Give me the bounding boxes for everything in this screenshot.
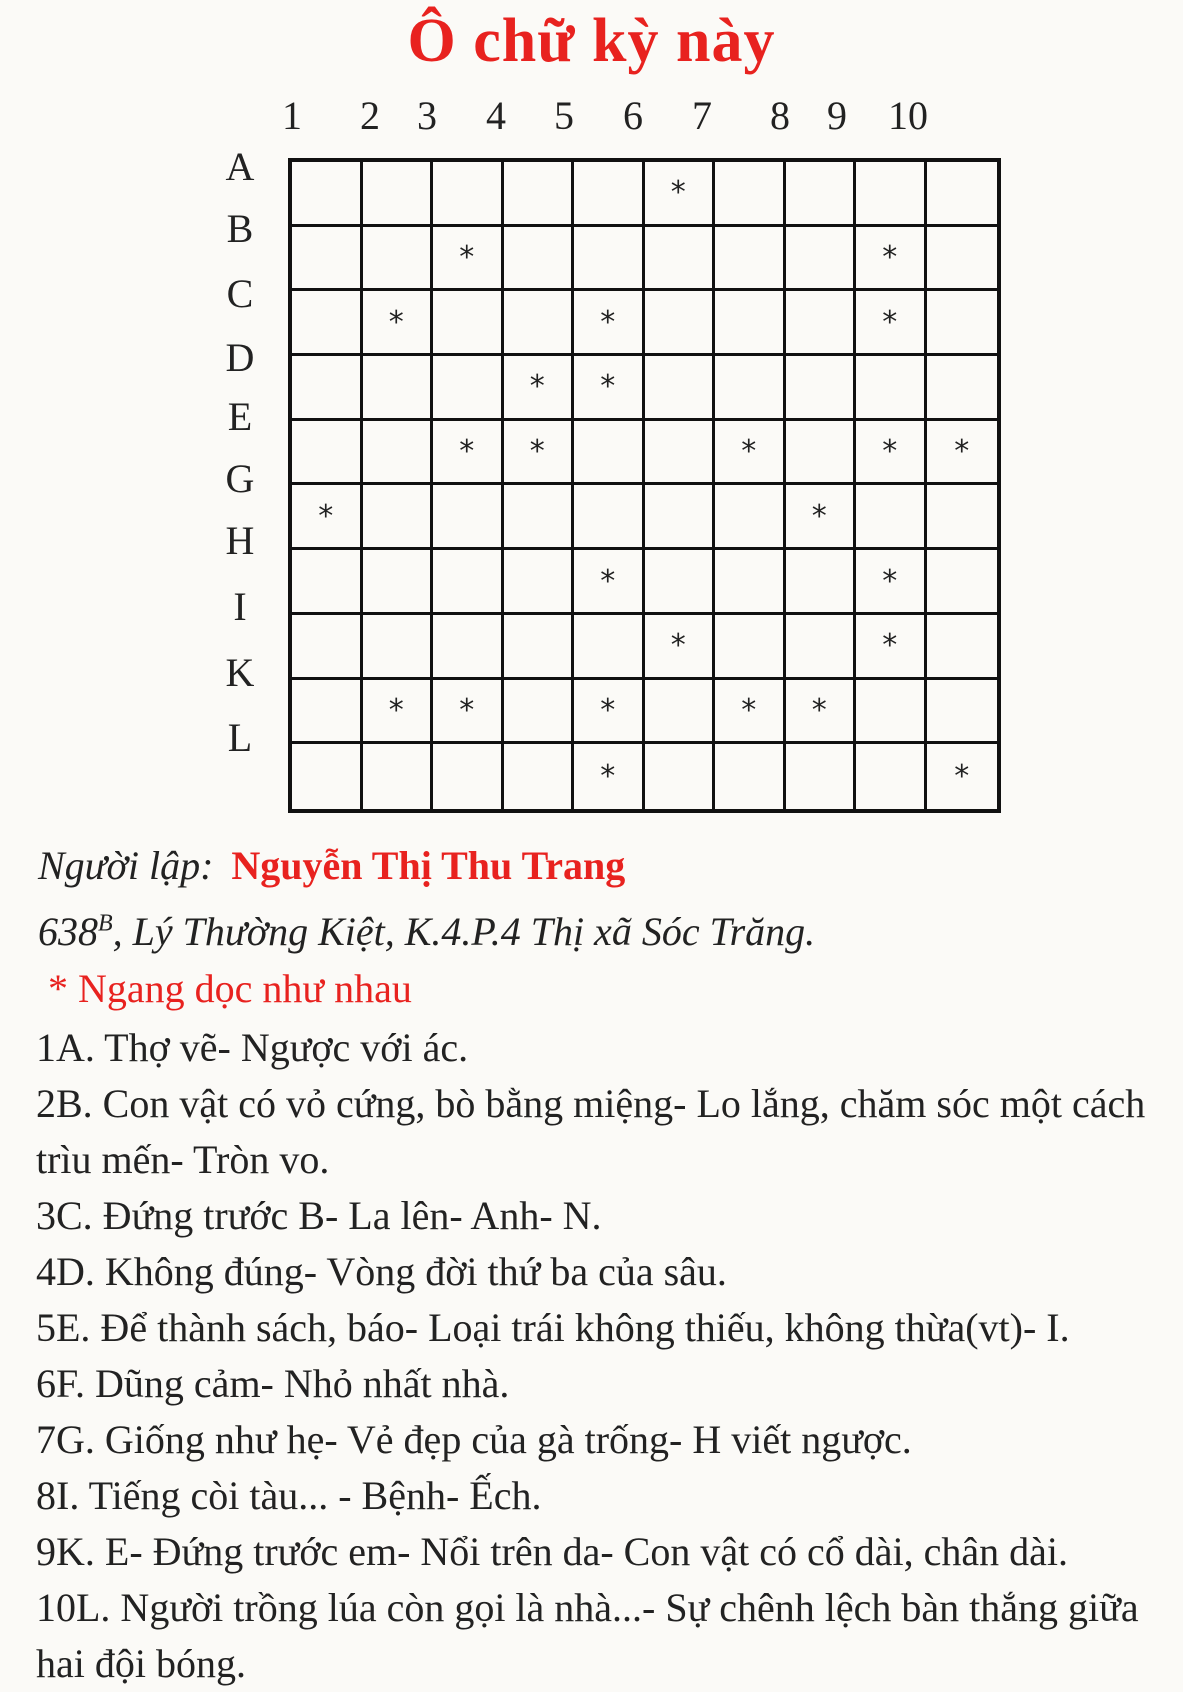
grid-cell	[715, 485, 786, 550]
clue-item: 2B. Con vật có vỏ cứng, bò bằng miệng- Lo lắng, chăm sóc một cách trìu mến- Tròn vo.	[36, 1081, 1146, 1182]
grid-cell	[292, 356, 363, 421]
grid-cell	[715, 744, 786, 809]
grid-cell	[504, 680, 575, 745]
row-label: C	[226, 271, 254, 316]
grid-cell	[715, 550, 786, 615]
grid-cell-star: *	[856, 550, 927, 615]
grid-cell-star: *	[645, 162, 716, 227]
grid-cell	[363, 744, 434, 809]
grid-cell-star: *	[433, 680, 504, 745]
grid-cell-star: *	[504, 421, 575, 486]
address-sup: B	[98, 910, 113, 937]
author-address	[38, 908, 815, 955]
column-number: 10	[888, 93, 928, 138]
grid-cell	[645, 421, 716, 486]
grid-cell	[504, 291, 575, 356]
crossword-grid	[288, 158, 1001, 813]
clue-list	[36, 1020, 1176, 1692]
row-label: I	[233, 584, 247, 629]
grid-cell	[786, 550, 857, 615]
grid-cell	[927, 227, 998, 292]
grid-cell	[433, 550, 504, 615]
grid-cell	[292, 680, 363, 745]
grid-cell	[856, 356, 927, 421]
grid-cell	[645, 485, 716, 550]
grid-cell	[504, 227, 575, 292]
grid-cell-star: *	[292, 485, 363, 550]
column-number: 7	[692, 93, 712, 138]
grid-cell-star: *	[786, 680, 857, 745]
grid-cell	[363, 356, 434, 421]
grid-cell	[645, 356, 716, 421]
grid-cell	[574, 615, 645, 680]
grid-cell	[504, 162, 575, 227]
row-label: B	[226, 206, 254, 251]
grid-cell	[715, 291, 786, 356]
grid-cell	[715, 227, 786, 292]
grid-note: * Ngang dọc như nhau	[48, 966, 412, 1011]
clue-item: 9K. E- Đứng trước em- Nổi trên da- Con vật có cổ dài, chân dài.	[36, 1529, 1068, 1574]
grid-cell-star: *	[433, 421, 504, 486]
grid-cell	[574, 485, 645, 550]
grid-cell	[927, 615, 998, 680]
column-number: 3	[417, 93, 437, 138]
grid-cell	[504, 485, 575, 550]
grid-cell	[433, 356, 504, 421]
clue-item: 10L. Người trồng lúa còn gọi là nhà...- Sự chênh lệch bàn thắng giữa hai đội bóng.	[36, 1585, 1139, 1686]
row-label: K	[225, 650, 255, 695]
grid-cell-star: *	[856, 615, 927, 680]
column-number: 5	[554, 93, 574, 138]
clue-item: 7G. Giống như hẹ- Vẻ đẹp của gà trống- H viết ngược.	[36, 1417, 912, 1462]
grid-cell-star: *	[574, 680, 645, 745]
grid-cell	[574, 162, 645, 227]
author-name: Nguyễn Thị Thu Trang	[231, 843, 626, 888]
row-label: A	[225, 144, 255, 189]
column-number: 2	[360, 93, 380, 138]
grid-cell	[433, 615, 504, 680]
grid-cell	[786, 162, 857, 227]
grid-cell	[363, 485, 434, 550]
grid-cell	[574, 227, 645, 292]
grid-cell	[786, 227, 857, 292]
grid-cell-star: *	[433, 227, 504, 292]
grid-cell	[856, 485, 927, 550]
grid-cell-star: *	[786, 485, 857, 550]
column-numbers	[0, 92, 1183, 142]
grid-cell	[786, 421, 857, 486]
address-rest: , Lý Thường Kiệt, K.4.P.4 Thị xã Sóc Trăng.	[112, 909, 816, 954]
grid-cell	[927, 162, 998, 227]
grid-cell	[363, 421, 434, 486]
grid-cell	[292, 744, 363, 809]
grid-cell	[433, 485, 504, 550]
grid-cell	[927, 680, 998, 745]
column-number: 9	[827, 93, 847, 138]
grid-cell	[645, 227, 716, 292]
row-label: H	[225, 518, 255, 563]
column-number: 1	[282, 93, 302, 138]
grid-cell-star: *	[574, 550, 645, 615]
grid-cell-star: *	[715, 421, 786, 486]
grid-cell	[856, 162, 927, 227]
clue-item: 6F. Dũng cảm- Nhỏ nhất nhà.	[36, 1361, 510, 1406]
grid-cell	[715, 615, 786, 680]
row-label: D	[225, 335, 255, 380]
clue-item: 4D. Không đúng- Vòng đời thứ ba của sâu.	[36, 1249, 727, 1294]
grid-cell	[574, 421, 645, 486]
address-number: 638	[38, 909, 98, 954]
grid-cell	[645, 291, 716, 356]
grid-cell-star: *	[574, 291, 645, 356]
clue-item: 1A. Thợ vẽ- Ngược với ác.	[36, 1025, 469, 1070]
grid-cell-star: *	[363, 680, 434, 745]
grid-cell	[292, 550, 363, 615]
grid-cell	[715, 162, 786, 227]
grid-cell	[786, 744, 857, 809]
grid-cell	[504, 744, 575, 809]
grid-cell-star: *	[856, 291, 927, 356]
row-label: G	[225, 456, 255, 501]
grid-cell	[927, 291, 998, 356]
grid-cell-star: *	[574, 744, 645, 809]
grid-cell	[786, 356, 857, 421]
grid-cell-star: *	[504, 356, 575, 421]
grid-cell-star: *	[645, 615, 716, 680]
grid-cell	[504, 550, 575, 615]
grid-cell	[363, 615, 434, 680]
author-label: Người lập:	[38, 843, 214, 888]
grid-cell-star: *	[927, 421, 998, 486]
author-line	[38, 842, 625, 889]
column-number: 4	[486, 93, 506, 138]
grid-cell	[363, 162, 434, 227]
grid-cell	[363, 227, 434, 292]
row-label: E	[227, 394, 253, 439]
grid-cell-star: *	[954, 759, 970, 795]
clue-item: 8I. Tiếng còi tàu... - Bệnh- Ếch.	[36, 1473, 542, 1518]
grid-cell	[433, 744, 504, 809]
grid-cell	[433, 291, 504, 356]
column-number: 8	[770, 93, 790, 138]
grid-cell	[433, 162, 504, 227]
grid-cell	[504, 615, 575, 680]
grid-cell	[856, 680, 927, 745]
grid-cell	[292, 421, 363, 486]
grid-cell-star: *	[574, 356, 645, 421]
row-label: L	[227, 715, 253, 760]
row-labels	[210, 0, 270, 830]
grid-cell	[715, 356, 786, 421]
grid-cell	[786, 615, 857, 680]
grid-cell-star: *	[856, 421, 927, 486]
grid-cell	[292, 615, 363, 680]
grid-cell	[645, 680, 716, 745]
page-title: Ô chữ kỳ này	[407, 7, 776, 75]
grid-cell	[927, 485, 998, 550]
grid-cell-star: *	[363, 291, 434, 356]
grid-cell	[856, 744, 927, 809]
grid-cell	[292, 162, 363, 227]
grid-cell	[363, 550, 434, 615]
grid-cell	[786, 291, 857, 356]
grid-cell	[292, 227, 363, 292]
clue-item: 3C. Đứng trước B- La lên- Anh- N.	[36, 1193, 602, 1238]
grid-cell	[645, 550, 716, 615]
grid-cell	[927, 356, 998, 421]
grid-cell	[645, 744, 716, 809]
clue-item: 5E. Để thành sách, báo- Loại trái không thiếu, không thừa(vt)- I.	[36, 1305, 1070, 1350]
grid-cell	[292, 291, 363, 356]
grid-cell-star: *	[715, 680, 786, 745]
grid-cell-star: *	[856, 227, 927, 292]
grid-cell	[927, 550, 998, 615]
column-number: 6	[623, 93, 643, 138]
